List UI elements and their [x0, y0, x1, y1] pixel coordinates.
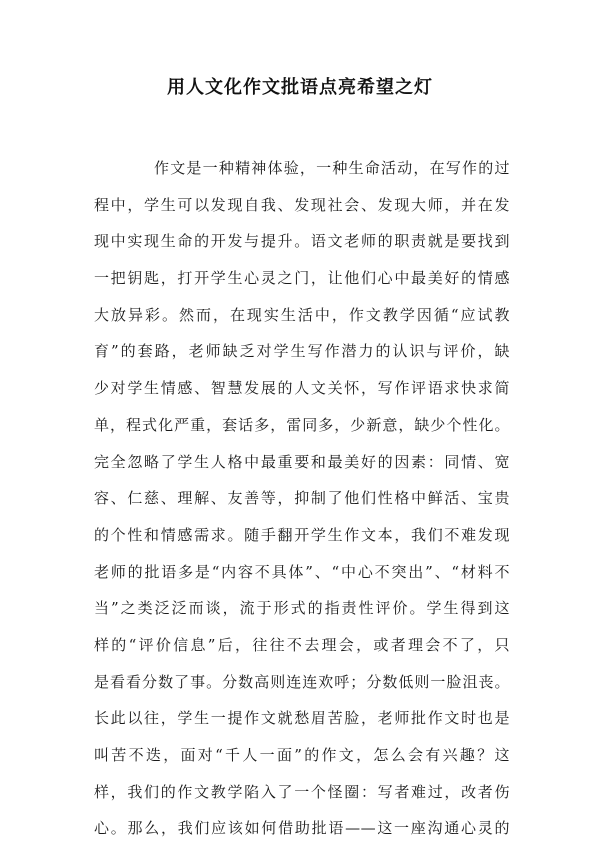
text-line: 老师的批语多是“内容不具体”、“中心不突出”、“材料不	[94, 562, 510, 581]
text-line: 程中，学生可以发现自我、发现社会、发现大师，并在发	[94, 195, 510, 214]
text-line: 长此以往，学生一提作文就愁眉苦脸，老师批作文时也是	[94, 709, 510, 728]
document-title: 用人文化作文批语点亮希望之灯	[167, 77, 433, 98]
text-line: 大放异彩。然而，在现实生活中，作文教学因循“应试教	[94, 305, 510, 324]
text-line: 少对学生情感、智慧发展的人文关怀，写作评语求快求简	[94, 379, 510, 398]
text-line: 叫苦不迭，面对“千人一面”的作文，怎么会有兴趣？这	[94, 746, 510, 764]
text-line: 样的“评价信息”后，往往不去理会，或者理会不了，只	[94, 635, 510, 654]
text-line: 一把钥匙，打开学生心灵之门，让他们心中最美好的情感	[94, 269, 510, 288]
text-line: 容、仁慈、理解、友善等，抑制了他们性格中鲜活、宝贵	[94, 489, 510, 508]
text-line: 现中实现生命的开发与提升。语文老师的职责就是要找到	[94, 232, 510, 251]
text-line: 心。那么，我们应该如何借助批语——这一座沟通心灵的	[94, 819, 510, 838]
text-line: 是看看分数了事。分数高则连连欢呼；分数低则一脸沮丧。	[94, 672, 510, 691]
text-line: 育”的套路，老师缺乏对学生写作潜力的认识与评价，缺	[94, 342, 510, 361]
text-line: 当”之类泛泛而谈，流于形式的指责性评价。学生得到这	[94, 599, 510, 618]
text-line: 完全忽略了学生人格中最重要和最美好的因素：同情、宽	[94, 452, 510, 471]
text-line: 样，我们的作文教学陷入了一个怪圈：写者难过，改者伤	[94, 782, 510, 801]
body-text	[94, 150, 510, 847]
text-line: 作文是一种精神体验，一种生命活动，在写作的过	[154, 159, 510, 177]
text-line: 单，程式化严重，套话多，雷同多，少新意，缺少个性化。	[94, 415, 510, 434]
text-line: 的个性和情感需求。随手翻开学生作文本，我们不难发现	[94, 525, 510, 544]
